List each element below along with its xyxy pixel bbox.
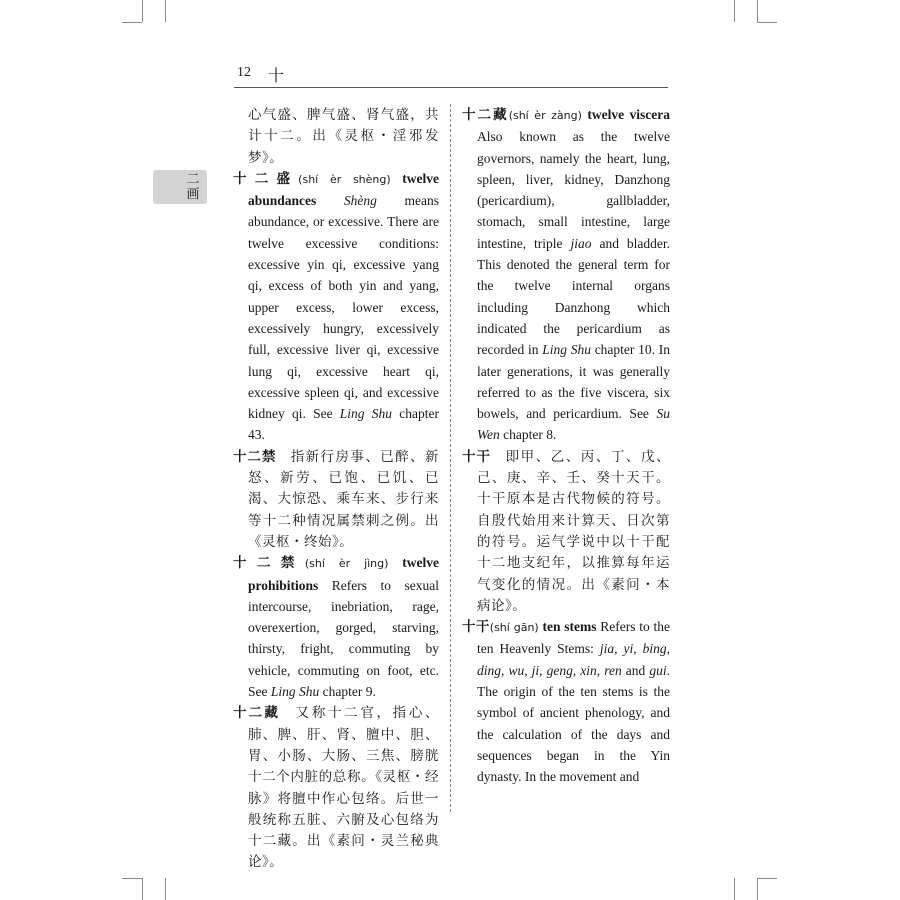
crop-mark: [757, 0, 758, 22]
entry-headword: 十二藏: [233, 705, 280, 721]
entry-italic-term: Ling Shu: [542, 342, 591, 358]
crop-mark: [165, 0, 166, 22]
entry-headword: 十干: [462, 448, 492, 464]
entry-definition: 又称十二官，指心、肺、脾、肝、肾、膻中、胆、胃、小肠、大肠、三焦、膀胱十二个内脏的总称。《灵枢・经脉》将膻中作心包络。后世一般统称五脏、六腑及心包络为十二藏。出《素问・灵兰秘典论》。: [248, 705, 439, 870]
dictionary-entry: [462, 104, 670, 446]
dictionary-entry: [233, 104, 439, 168]
entry-definition: ,: [596, 662, 605, 678]
dictionary-entry: [462, 616, 670, 787]
entry-definition: ,: [501, 662, 509, 678]
column-divider: [450, 104, 451, 812]
entry-definition: 指新行房事、已醉、新怒、新劳、已饱、已饥、已渴、大惊恐、乘车来、步行来等十二种情况属禁刺之例。出《灵枢・终始》。: [248, 448, 440, 549]
thumb-tab-label: 二画: [186, 172, 200, 202]
entry-italic-term: Ling Shu: [339, 406, 393, 422]
crop-mark: [757, 22, 777, 23]
entry-english-term: twelve abundances: [248, 170, 440, 209]
entry-definition: 即甲、乙、丙、丁、戊、己、庚、辛、壬、癸十天干。十干原本是古代物候的符号。自殷代始用来计算天、日次第的符号。运气学说中以十干配十二地支纪年，以推算每年运气变化的情况。出《素问・本病论》。: [477, 448, 671, 613]
crop-mark: [142, 0, 143, 22]
dictionary-entry: [233, 168, 439, 446]
entry-definition: chapter 43.: [248, 406, 439, 443]
entry-english-term: twelve viscera: [587, 107, 670, 122]
entry-definition: and bladder. This denoted the general term for the twelve internal organs including Danzhong which indicated the pericardium as recorded in: [477, 235, 671, 358]
entry-italic-term: jiao: [570, 235, 592, 251]
entry-definition: and: [621, 662, 650, 678]
entry-italic-term: geng: [546, 662, 573, 678]
entry-headword: 十二藏: [462, 107, 509, 122]
entry-italic-term: gui: [649, 662, 667, 678]
entry-pinyin: (shí èr shèng): [298, 172, 391, 186]
entry-definition: ,: [524, 662, 532, 678]
entry-headword: 十干: [462, 619, 490, 635]
entry-italic-term: yi: [623, 641, 634, 657]
entry-english-term: twelve prohibitions: [248, 555, 439, 593]
entry-definition: Refers to the ten Heavenly Stems:: [477, 619, 670, 657]
entry-definition: chapter 8.: [499, 427, 557, 443]
thumb-index-tab: [153, 170, 207, 204]
entry-italic-term: xin: [580, 662, 597, 678]
entry-headword: 十二盛: [233, 170, 299, 186]
crop-mark: [734, 878, 735, 900]
crop-mark: [165, 878, 166, 900]
dictionary-entry: [233, 702, 439, 872]
entry-headword: 十二禁: [233, 555, 305, 571]
entry-pinyin: (shí èr jìng): [304, 557, 389, 571]
entry-definition: 心气盛、脾气盛、肾气盛，共计十二。出《灵枢・淫邪发梦》。: [248, 107, 439, 165]
entry-pinyin: (shí gān): [489, 621, 539, 635]
left-column: [233, 104, 439, 873]
entry-italic-term: Ling Shu: [270, 684, 320, 700]
crop-mark: [757, 878, 758, 900]
entry-italic-term: jia: [599, 641, 615, 657]
section-character: 十: [268, 66, 285, 85]
entry-definition: Also known as the twelve governors, namely the heart, lung, spleen, liver, kidney, Danzhong (pericardium), gallbladder, stomach, small intestine, large intestine, triple: [477, 129, 670, 251]
entry-definition: ,: [614, 641, 624, 657]
right-column: [462, 104, 670, 788]
entry-italic-term: ding: [477, 662, 502, 678]
page-number: 12: [237, 65, 251, 80]
entry-headword: 十二禁: [233, 448, 277, 464]
crop-mark: [122, 22, 142, 23]
entry-italic-term: wu: [508, 662, 525, 678]
dictionary-entry: [233, 446, 439, 552]
crop-mark: [734, 0, 735, 22]
entry-definition: ,: [572, 662, 581, 678]
dictionary-entry: [462, 446, 670, 616]
crop-mark: [122, 878, 142, 879]
entry-italic-term: Shèng: [343, 193, 377, 209]
running-header: [234, 62, 668, 88]
entry-pinyin: (shí èr zàng): [508, 109, 582, 122]
entry-italic-term: Su Wen: [477, 406, 670, 443]
entry-definition: ,: [633, 641, 643, 657]
entry-english-term: ten stems: [542, 619, 597, 635]
dictionary-entry: [233, 552, 439, 702]
entry-definition: Refers to sexual intercourse, inebriation, rage, overexertion, gorged, starving, thirsty, fright, commuting by vehicle, commuting on foot, etc. See: [248, 577, 439, 700]
crop-mark: [757, 878, 777, 879]
entry-italic-term: ji: [531, 662, 540, 678]
entry-definition: chapter 9.: [319, 684, 376, 700]
entry-definition: means abundance, or excessive. There are twelve excessive conditions: excessive yin qi, excessive yang qi, excess of both yin and yang, upper excess, lower excess, excessively hungry, excessively full, excessive liver qi, excessive lung qi, excessive heart qi, excessive spleen qi, and excessive kidney qi. See: [248, 193, 439, 422]
entry-definition: . The origin of the ten stems is the symbol of ancient phenology, and the calculation of the days and sequences began in the Yin dynasty. In the movement and: [477, 662, 670, 785]
entry-definition: ,: [539, 662, 547, 678]
entry-italic-term: ren: [604, 662, 622, 678]
entry-definition: ,: [666, 641, 671, 657]
entry-italic-term: bing: [642, 641, 667, 657]
crop-mark: [142, 878, 143, 900]
entry-definition: chapter 10. In later generations, it was generally referred to as the five viscera, six bowels, and pericardium. See: [477, 342, 671, 422]
